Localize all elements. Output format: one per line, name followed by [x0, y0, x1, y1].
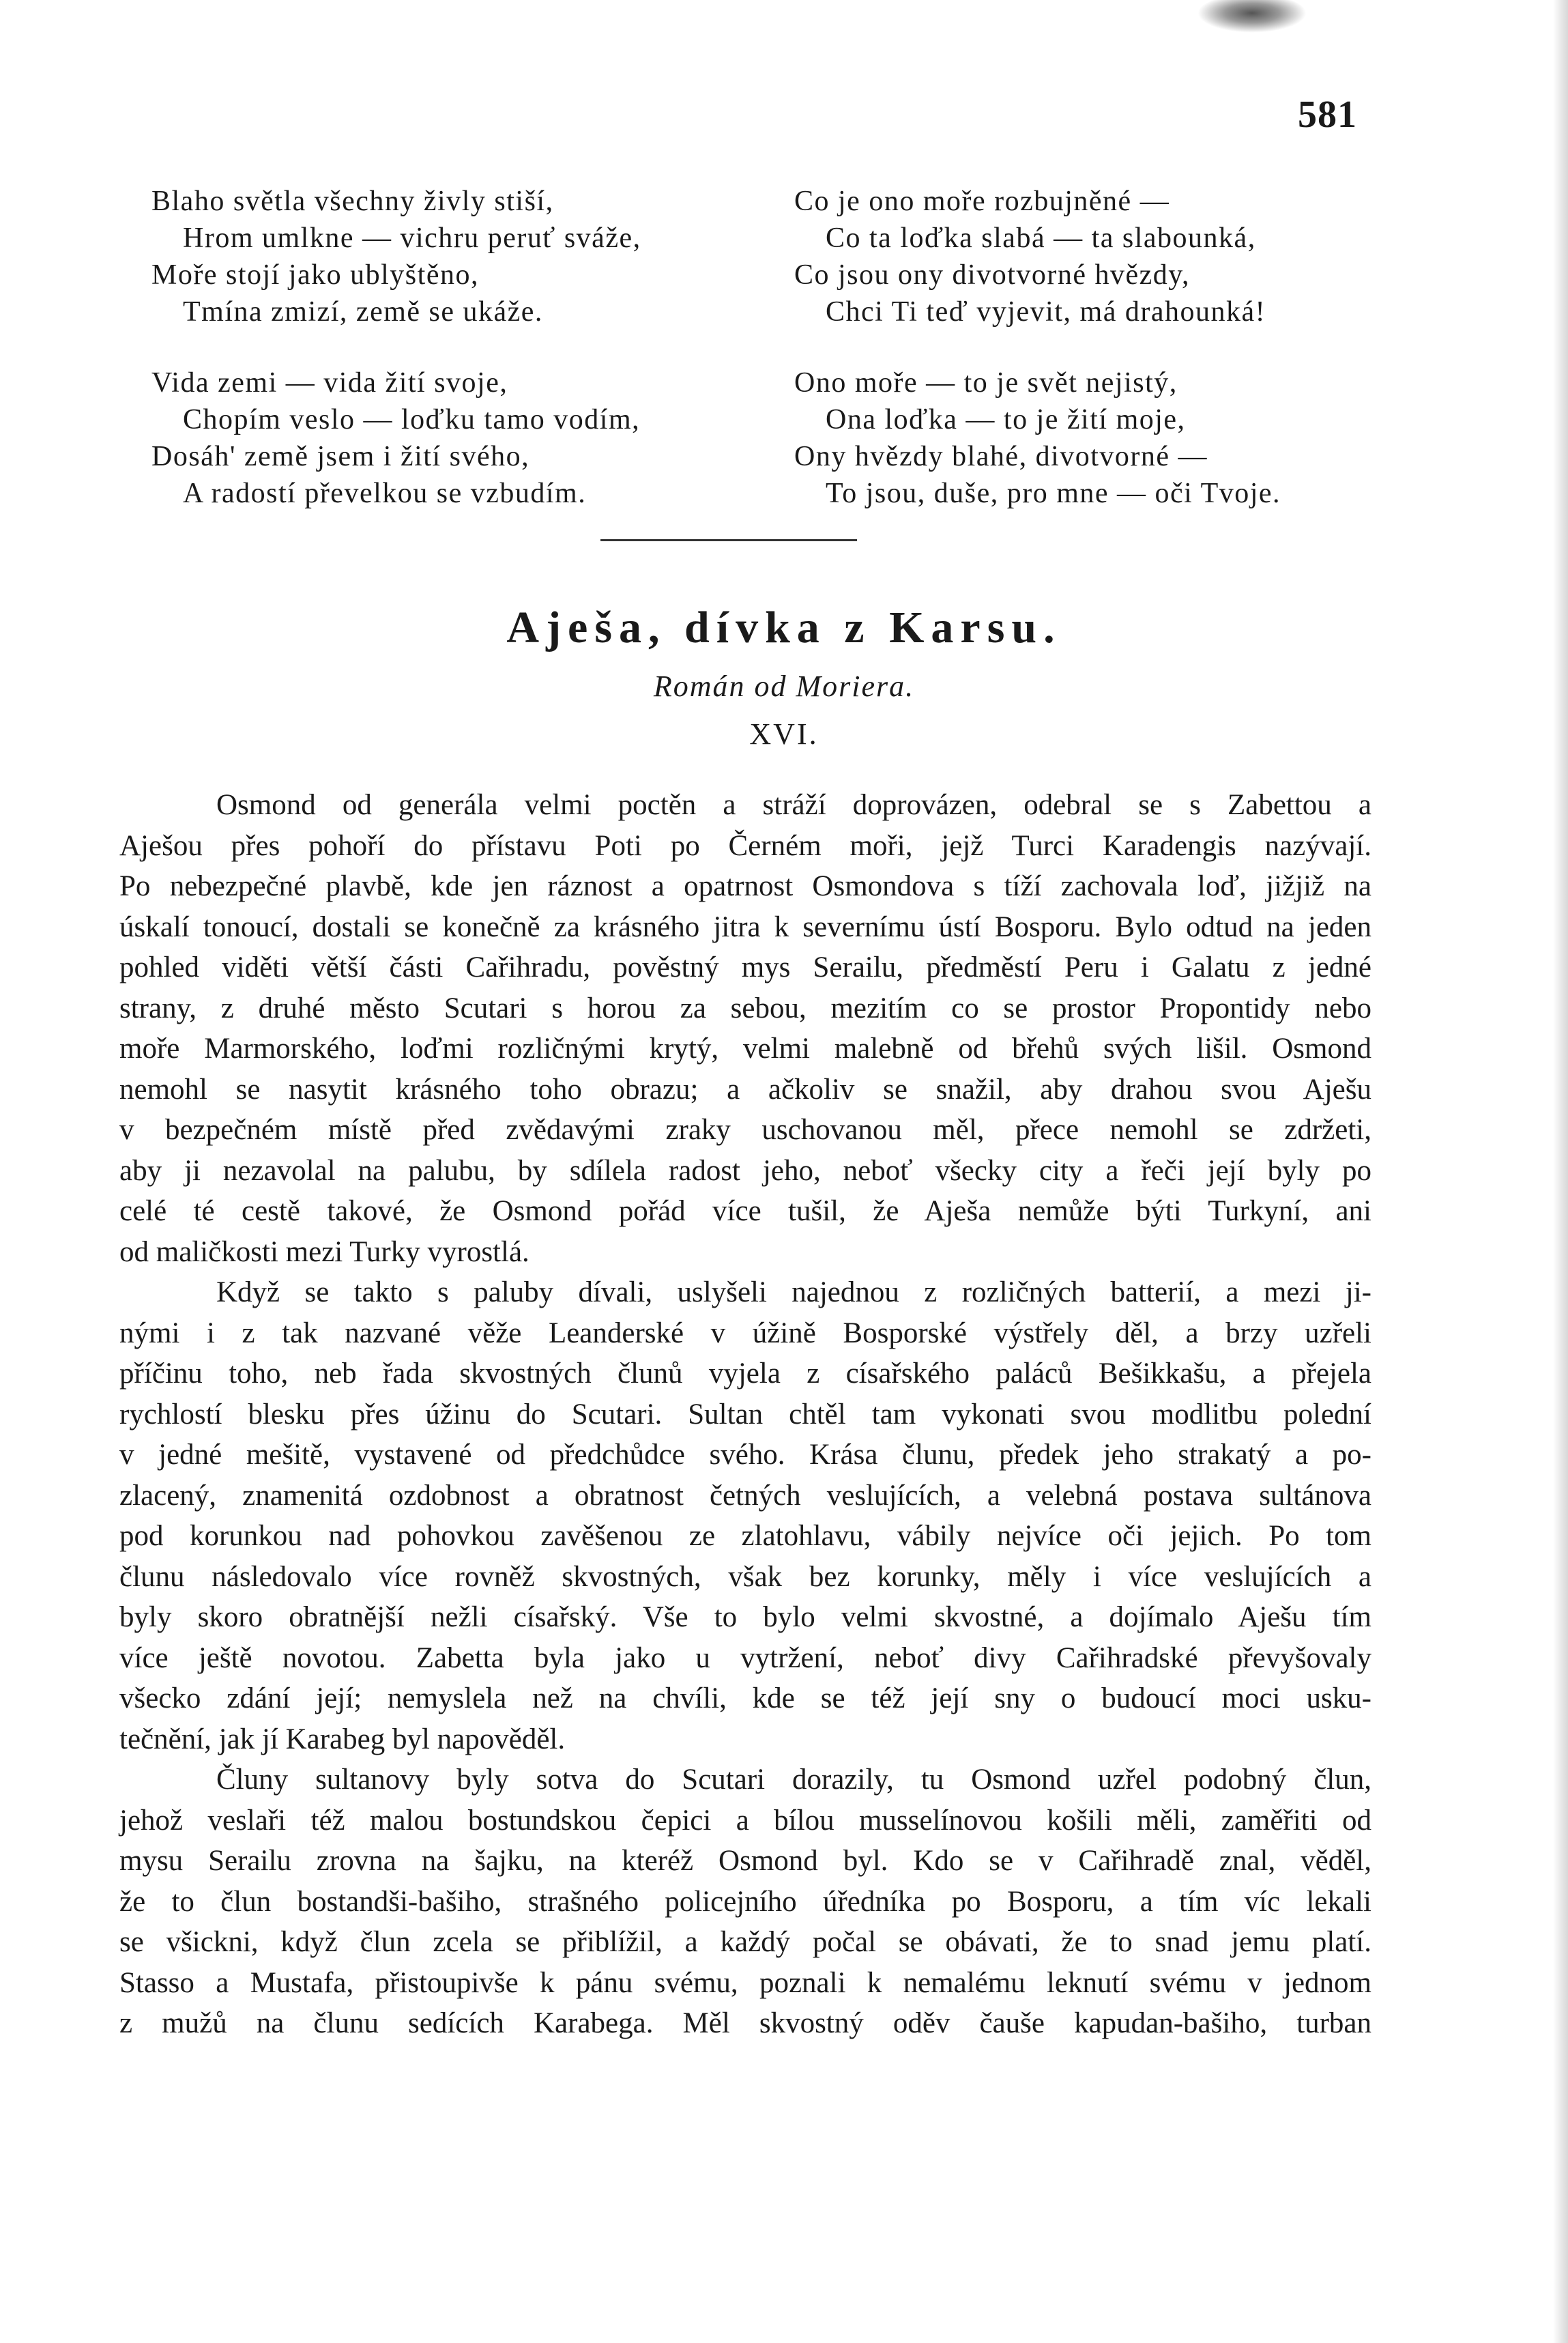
text-line: člunu následovalo více rovněž skvostných, však bez korunky, měly i více veslujících a	[119, 1560, 1371, 1593]
page-number: 581	[1298, 94, 1357, 136]
text-line: Osmond od generála velmi poctěn a stráží doprovázen, odebral se s Zabettou a	[216, 789, 1371, 821]
poem-line: Co jsou ony divotvorné hvězdy,	[794, 259, 1191, 291]
poem-stanza	[794, 364, 1281, 512]
text-line: moře Marmorského, loďmi rozličnými krytý, velmi malebně od břehů svých lišil. Osmond	[119, 1033, 1371, 1065]
poem-line: Dosáh' země jsem i žití svého,	[151, 441, 530, 472]
poem-line: Co ta loďka slabá — ta slabounká,	[826, 222, 1256, 254]
text-line: v jedné mešitě, vystavené od předchůdce svého. Krása člunu, předek jeho strakatý a po-	[119, 1439, 1371, 1471]
text-line: Stasso a Mustafa, přistoupivše k pánu svému, poznali k nemalému leknutí svému v jednom	[119, 1966, 1371, 1999]
text-line: mysu Serailu zrovna na šajku, na kteréž Osmond byl. Kdo se v Cařihradě znal, věděl,	[119, 1845, 1371, 1877]
text-line: nými i z tak nazvané věže Leanderské v úžině Bosporské výstřely děl, a brzy uzřeli	[119, 1317, 1371, 1349]
text-line: pod korunkou nad pohovkou zavěšenou ze zlatohlavu, vábily nejvíce oči jejich. Po tom	[119, 1520, 1371, 1552]
poem-line: Hrom umlkne — vichru peruť sváže,	[183, 222, 641, 254]
text-line: od maličkosti mezi Turky vyrostlá.	[119, 1235, 529, 1268]
article-title: Aješa, dívka z Karsu.	[506, 603, 1062, 652]
text-line: Když se takto s paluby dívali, uslyšeli najednou z rozličných batterií, a mezi ji-	[216, 1276, 1371, 1308]
poem-line: Vida zemi — vida žití svoje,	[151, 367, 508, 399]
paragraph	[119, 1272, 1371, 1759]
paragraph	[119, 785, 1371, 1272]
text-line: v bezpečném místě před zvědavými zraky uschovanou měl, přece nemohl se zdržeti,	[119, 1114, 1371, 1146]
text-line: že to člun bostandši-bašiho, strašného policejního úředníka po Bosporu, a tím víc lekali	[119, 1885, 1371, 1918]
text-line: Aješou přes pohoří do přístavu Poti po Černém moři, jejž Turci Karadengis nazývají.	[119, 829, 1371, 862]
poem-right-column	[794, 183, 1281, 546]
poem-stanza	[151, 364, 641, 512]
text-line: se všickni, když člun zcela se přiblížil, a každý počal se obávati, že to snad jemu platí.	[119, 1926, 1371, 1958]
text-line: Čluny sultanovy byly sotva do Scutari dorazily, tu Osmond uzřel podobný člun,	[216, 1764, 1371, 1796]
text-line: jehož veslaři též malou bostundskou čepici a bílou musselínovou košili měli, zaměřiti od	[119, 1804, 1371, 1837]
text-line: více ještě novotou. Zabetta byla jako u vytržení, neboť divy Cařihradské převyšovaly	[119, 1641, 1371, 1674]
text-line: rychlostí blesku přes úžinu do Scutari. Sultan chtěl tam vykonati svou modlitbu polední	[119, 1398, 1371, 1431]
text-line: úskalí tonoucí, dostali se konečně za krásného jitra k severnímu ústí Bosporu. Bylo odtud na jeden	[119, 910, 1371, 943]
text-line: nemohl se nasytit krásného toho obrazu; a ačkoliv se snažil, aby drahou svou Aješu	[119, 1073, 1371, 1106]
poem-line: Chci Ti teď vyjevit, má drahounká!	[826, 296, 1266, 328]
text-line: všecko zdání její; nemyslela než na chvíli, kde se též její sny o budoucí moci usku-	[119, 1682, 1371, 1714]
poem-stanza	[151, 183, 641, 330]
scan-page-edge	[1553, 0, 1568, 2343]
text-line: strany, z druhé město Scutari s horou za sebou, mezitím co se prostor Propontidy nebo	[119, 992, 1371, 1024]
text-line: tečnění, jak jí Karabeg byl napověděl.	[119, 1723, 566, 1755]
article-subtitle: Román od Moriera.	[653, 670, 915, 703]
text-line: z mužů na člunu sedících Karabega. Měl skvostný oděv čauše kapudan-bašiho, turban	[119, 2007, 1371, 2039]
text-line: celé té cestě takové, že Osmond pořád více tušil, že Aješa nemůže býti Turkyní, ani	[119, 1195, 1371, 1227]
poem-left-column	[151, 183, 641, 546]
text-line: pohled viděti větší části Cařihradu, pověstný mys Serailu, předměstí Peru i Galatu z jedné	[119, 951, 1371, 983]
scan-artifact-mark	[1197, 0, 1307, 33]
poem-line: Co je ono moře rozbujněné —	[794, 186, 1170, 217]
poem-line: To jsou, duše, pro mne — oči Tvoje.	[826, 478, 1281, 509]
poem-line: Blaho světla všechny živly stiší,	[151, 186, 554, 217]
section-divider	[600, 539, 857, 541]
poem-line: Ono moře — to je svět nejistý,	[794, 367, 1178, 399]
poem-stanza	[794, 183, 1281, 330]
text-line: byly skoro obratnější nežli císařský. Vše to bylo velmi skvostné, a dojímalo Aješu tím	[119, 1601, 1371, 1633]
poem-line: Ony hvězdy blahé, divotvorné —	[794, 441, 1208, 472]
poem-line: Tmína zmizí, země se ukáže.	[183, 296, 543, 328]
text-line: aby ji nezavolal na palubu, by sdílela radost jeho, neboť všecky city a řeči její byly po	[119, 1154, 1371, 1187]
poem-line: Moře stojí jako ublyštěno,	[151, 259, 479, 291]
chapter-number: XVI.	[749, 717, 819, 751]
poem-line: Ona loďka — to je žití moje,	[826, 404, 1186, 435]
poem-line: Chopím veslo — loďku tamo vodím,	[183, 404, 641, 435]
text-line: zlacený, znamenitá ozdobnost a obratnost četných veslujících, a velebná postava sultánova	[119, 1479, 1371, 1512]
article-body	[119, 785, 1371, 2044]
poem-line: A radostí převelkou se vzbudím.	[183, 478, 587, 509]
text-line: příčinu toho, neb řada skvostných člunů vyjela z císařského paláců Bešikkašu, a přejela	[119, 1357, 1371, 1390]
text-line: Po nebezpečné plavbě, kde jen ráznost a opatrnost Osmondova s tíží zachovala loď, jižjiž na	[119, 870, 1371, 902]
paragraph	[119, 1759, 1371, 2044]
